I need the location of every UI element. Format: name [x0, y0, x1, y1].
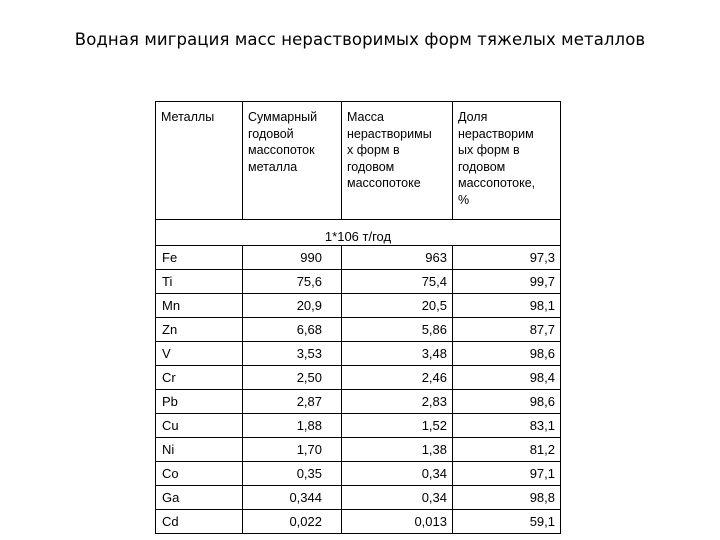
table-row	[156, 294, 561, 318]
cell-metal: Cd	[156, 510, 243, 534]
table-header-row	[156, 102, 561, 220]
cell-metal: Ni	[156, 438, 243, 462]
header-line: массопотоке	[347, 176, 421, 190]
table-row	[156, 414, 561, 438]
cell-metal: Pb	[156, 390, 243, 414]
table-row	[156, 390, 561, 414]
header-metals	[156, 102, 243, 220]
cell-insoluble-share: 99,7	[453, 270, 561, 294]
header-line: массопоток	[248, 143, 315, 157]
table-row	[156, 342, 561, 366]
header-line: х форм в	[347, 143, 400, 157]
table-body	[156, 102, 561, 534]
units-row	[156, 220, 561, 246]
cell-metal: Ti	[156, 270, 243, 294]
cell-insoluble-share: 98,6	[453, 342, 561, 366]
cell-insoluble-mass: 2,46	[342, 366, 453, 390]
cell-metal: Ga	[156, 486, 243, 510]
table-row	[156, 510, 561, 534]
cell-metal: Fe	[156, 246, 243, 270]
cell-insoluble-mass: 2,83	[342, 390, 453, 414]
cell-total-massflow: 0,35	[243, 462, 342, 486]
cell-insoluble-mass: 0,013	[342, 510, 453, 534]
cell-total-massflow: 1,88	[243, 414, 342, 438]
table-row	[156, 246, 561, 270]
cell-insoluble-share: 98,1	[453, 294, 561, 318]
cell-insoluble-share: 97,3	[453, 246, 561, 270]
table-row	[156, 366, 561, 390]
header-line: годовом	[347, 159, 395, 174]
units-label: 1*106 т/год	[156, 220, 561, 246]
cell-total-massflow: 3,53	[243, 342, 342, 366]
table-row	[156, 486, 561, 510]
cell-metal: Mn	[156, 294, 243, 318]
cell-total-massflow: 990	[243, 246, 342, 270]
cell-insoluble-share: 98,6	[453, 390, 561, 414]
cell-metal: Co	[156, 462, 243, 486]
cell-metal: Cr	[156, 366, 243, 390]
table-row	[156, 438, 561, 462]
cell-insoluble-mass: 0,34	[342, 462, 453, 486]
cell-insoluble-share: 98,4	[453, 366, 561, 390]
header-insoluble-share	[453, 102, 561, 220]
cell-insoluble-share: 97,1	[453, 462, 561, 486]
table-row	[156, 462, 561, 486]
header-line: Суммарный	[248, 110, 318, 124]
cell-metal: Zn	[156, 318, 243, 342]
cell-insoluble-share: 81,2	[453, 438, 561, 462]
header-line: массопотоке,	[458, 176, 536, 190]
cell-total-massflow: 2,87	[243, 390, 342, 414]
cell-insoluble-mass: 5,86	[342, 318, 453, 342]
cell-total-massflow: 0,344	[243, 486, 342, 510]
header-insoluble-mass	[342, 102, 453, 220]
cell-metal: V	[156, 342, 243, 366]
cell-insoluble-share: 59,1	[453, 510, 561, 534]
header-line: годовой	[248, 126, 294, 141]
cell-insoluble-share: 87,7	[453, 318, 561, 342]
cell-total-massflow: 20,9	[243, 294, 342, 318]
header-line: нерастворим	[458, 126, 534, 141]
cell-metal: Cu	[156, 414, 243, 438]
header-line: годовом	[458, 159, 506, 174]
cell-insoluble-mass: 20,5	[342, 294, 453, 318]
header-line: %	[458, 192, 470, 207]
heavy-metals-table	[155, 101, 561, 534]
cell-total-massflow: 75,6	[243, 270, 342, 294]
cell-total-massflow: 2,50	[243, 366, 342, 390]
cell-insoluble-mass: 3,48	[342, 342, 453, 366]
header-line: Масса	[347, 110, 384, 124]
cell-total-massflow: 6,68	[243, 318, 342, 342]
cell-insoluble-mass: 75,4	[342, 270, 453, 294]
header-line: нерастворимы	[347, 126, 432, 141]
header-line: Доля	[458, 110, 488, 124]
header-total-massflow	[243, 102, 342, 220]
cell-insoluble-share: 83,1	[453, 414, 561, 438]
cell-insoluble-mass: 1,38	[342, 438, 453, 462]
cell-insoluble-mass: 1,52	[342, 414, 453, 438]
page-title: Водная миграция масс нерастворимых форм тяжелых металлов	[74, 30, 646, 49]
cell-insoluble-share: 98,8	[453, 486, 561, 510]
cell-total-massflow: 1,70	[243, 438, 342, 462]
table-row	[156, 270, 561, 294]
header-line: ых форм в	[458, 143, 520, 157]
header-line: металла	[248, 159, 298, 174]
cell-insoluble-mass: 963	[342, 246, 453, 270]
cell-insoluble-mass: 0,34	[342, 486, 453, 510]
table-row	[156, 318, 561, 342]
cell-total-massflow: 0,022	[243, 510, 342, 534]
header-line: Металлы	[161, 110, 215, 124]
